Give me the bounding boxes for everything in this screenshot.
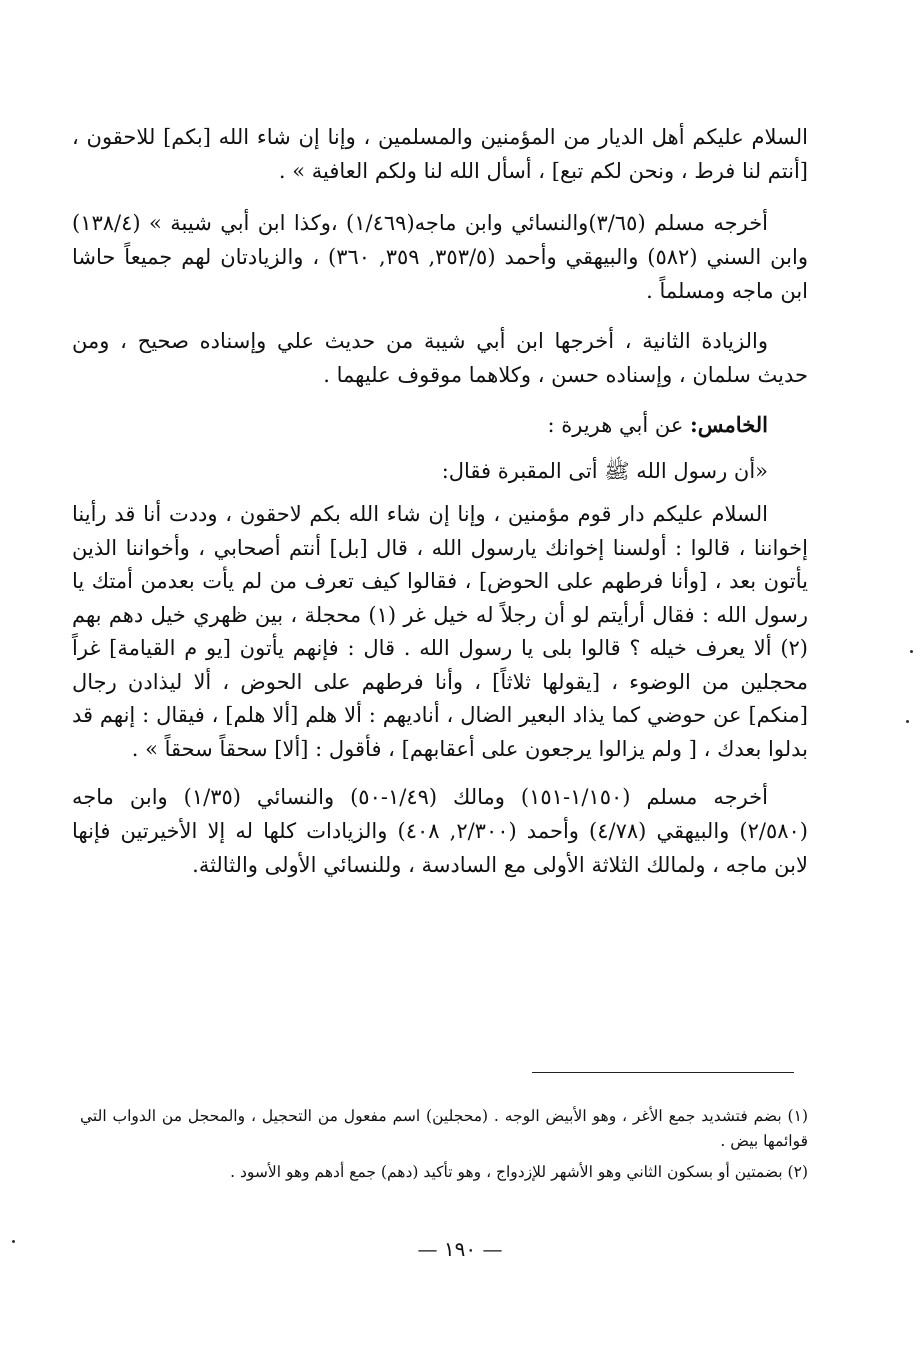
hadith-text: السلام عليكم دار قوم مؤمنين ، وإنا إن شاء الله بكم لاحقون ، وددت أنا قد رأينا إخواننا ، قالوا : أولسنا إخوانك يارسول الله ، قال [بل] أنتم أصحابي ، وأخواننا الذين يأتون بعد ، [وأنا فرطهم على الحوض] ، فقالوا كيف تعرف من لم يأت بعدمن أمتك يا رسول الله : فقال أرأيتم لو أن رجلاً له خيل غر (١) محجلة ، بين ظهري خيل دهم بهم (٢) ألا يعرف خيله ؟ قالوا بلى يا رسول الله . قال : فإنهم يأتون [يو م القيامة] غراً محجلين من الوضوء ، [يقولها ثلاثاً] ، وأنا فرطهم على الحوض ، ألا ليذادن رجال [منكم] عن حوضي كما يذاد البعير الضال ، أناديهم : ألا هلم [ألا هلم] ، فيقال : إنهم قد بدلوا بعدك ، [ ولم يزالوا يرجعون على أعقابهم] ، فأقول : [ألا] سحقاً سحقاً » . — [72, 502, 808, 761]
scan-speck — [12, 1240, 15, 1243]
paragraph-additional-note: والزيادة الثانية ، أخرجها ابن أبي شيبة من حديث علي وإسناده صحيح ، ومن حديث سلمان ، وإسناده حسن ، وكلاهما موقوف عليهما . — [72, 329, 808, 387]
section-heading — [72, 408, 808, 442]
paragraph-greeting: السلام عليكم أهل الديار من المؤمنين والمسلمين ، وإنا إن شاء الله [بكم] للاحقون ، [أنتم لنا فرط ، ونحن لكم تبع] ، أسأل الله لنا ولكم العافية » . — [72, 125, 808, 183]
quote-intro: «أن رسول الله ﷺ أتى المقبرة فقال: — [441, 459, 768, 483]
footnote-1: (١) بضم فتشديد جمع الأغر ، وهو الأبيض الوجه . (محجلين) اسم مفعول من التحجيل ، والمحجل من الدواب التي قوائمها بيض . — [80, 1107, 808, 1150]
main-text-body — [72, 120, 808, 898]
page-number: — ١٩٠ — — [417, 1237, 503, 1261]
section-text: عن أبي هريرة : — [547, 413, 691, 437]
scan-speck — [910, 650, 913, 653]
footnote-divider — [532, 1072, 794, 1073]
scan-speck — [906, 720, 909, 723]
paragraph-takhrij-2: أخرجه مسلم (١/١٥٠-١٥١) ومالك (١/٤٩-٥٠) والنسائي (١/٣٥) وابن ماجه (٢/٥٨٠) والبيهقي (٤/٧٨) وأحمد (٢/٣٠٠, ٤٠٨) والزيادات كلها له إلا الأخيرتين فإنها لابن ماجه ، ولمالك الثلاثة الأولى مع السادسة ، وللنسائي الأولى والثالثة. — [72, 785, 808, 877]
footnotes — [80, 1104, 808, 1191]
paragraph-takhrij-1: أخرجه مسلم (٣/٦٥)والنسائي وابن ماجه(١/٤٦٩) ،وكذا ابن أبي شيبة » (١٣٨/٤) وابن السني (٥٨٢) والبيهقي وأحمد (٣٥٣/٥, ٣٥٩, ٣٦٠) ، والزيادتان لهم جميعاً حاشا ابن ماجه ومسلماً . — [72, 211, 808, 303]
section-label: الخامس: — [690, 412, 768, 437]
footnote-2: (٢) بضمتين أو بسكون الثاني وهو الأشهر للإزدواج ، وهو تأكيد (دهم) جمع أدهم وهو الأسود . — [230, 1163, 808, 1181]
